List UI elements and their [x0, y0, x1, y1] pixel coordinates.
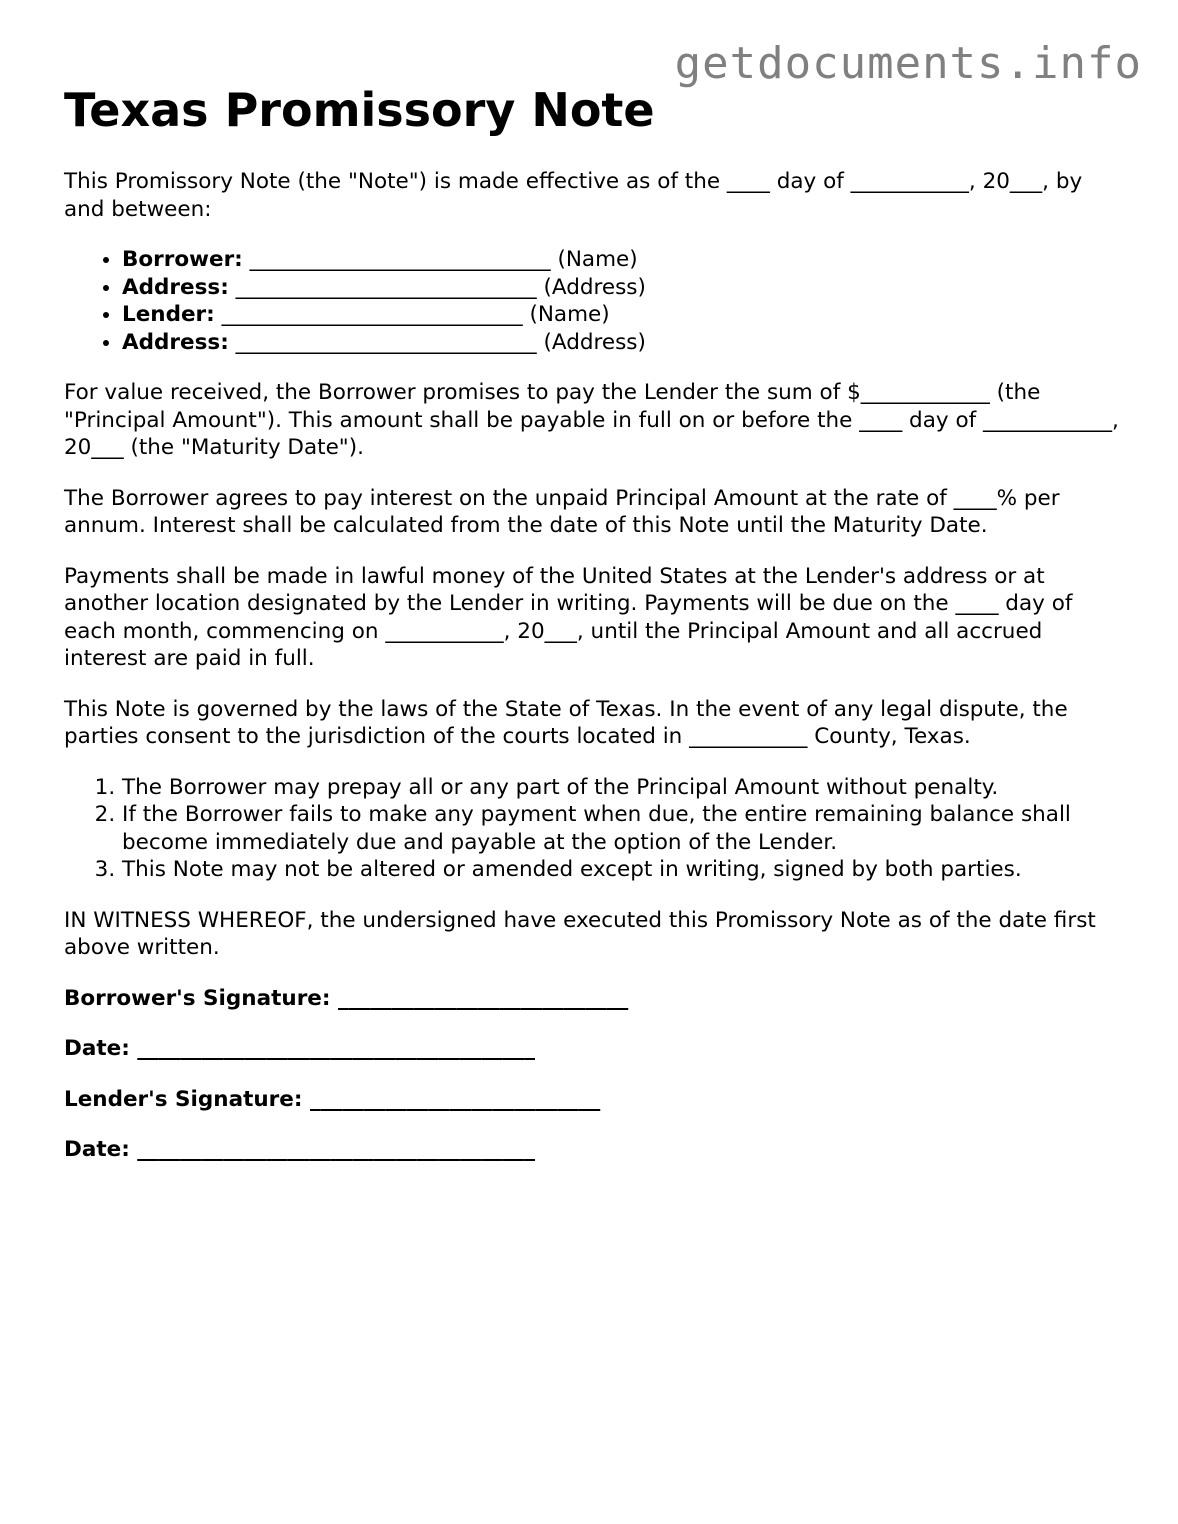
document-page [64, 82, 1124, 1187]
interest-paragraph: The Borrower agrees to pay interest on the unpaid Principal Amount at the rate of ____% per annum. Interest shall be calculated from the date of this Note until the Maturity Date. [64, 485, 1060, 538]
party-value: ____________________________ (Name) [249, 247, 638, 272]
party-label: Lender: [122, 302, 215, 327]
list-item: 3. This Note may not be altered or amended except in writing, signed by both parties. [122, 856, 1124, 884]
party-label: Address: [122, 274, 229, 300]
list-item: 1. The Borrower may prepay all or any part of the Principal Amount without penalty. [122, 774, 1124, 802]
list-item [122, 274, 1124, 302]
lender-date-line: Date: _____________________________________ [64, 1137, 536, 1162]
terms-list [64, 774, 1124, 884]
list-item [122, 246, 1124, 274]
borrower-signature-line: Borrower's Signature: ___________________________ [64, 985, 629, 1011]
principal-paragraph: For value received, the Borrower promises to pay the Lender the sum of $____________ (the "Principal Amount"). This amount shall be payable in full on or before the ____ day of ____________, 20___ (the "Maturity Date"). [64, 380, 1119, 460]
party-label: Address: [122, 329, 229, 355]
payments-paragraph: Payments shall be made in lawful money of the United States at the Lender's address or at another location designated by the Lender in writing. Payments will be due on the ____ day of each month, commencing on ___________, 20___, until the Principal Amount and all accrued interest are paid in full. [64, 563, 1073, 671]
party-value: ____________________________ (Address) [235, 274, 646, 300]
parties-list [64, 246, 1124, 356]
witness-paragraph: IN WITNESS WHEREOF, the undersigned have executed this Promissory Note as of the date first above written. [64, 907, 1096, 960]
party-label: Borrower: [122, 247, 243, 272]
list-item: 2. If the Borrower fails to make any payment when due, the entire remaining balance shall become immediately due and payable at the option of the Lender. [122, 801, 1124, 856]
watermark-text: getdocuments.info [674, 38, 1142, 89]
party-value: ____________________________ (Address) [235, 329, 646, 355]
intro-paragraph: This Promissory Note (the "Note") is made effective as of the ____ day of ___________, 20___, by and between: [64, 169, 1083, 222]
lender-signature-line: Lender's Signature: ___________________________ [64, 1086, 601, 1112]
document-title: Texas Promissory Note [64, 83, 655, 137]
borrower-date-line: Date: _____________________________________ [64, 1036, 536, 1061]
governing-law-paragraph: This Note is governed by the laws of the State of Texas. In the event of any legal dispute, the parties consent to the jurisdiction of the courts located in ___________ County, Texas. [64, 696, 1068, 749]
party-value: ____________________________ (Name) [221, 302, 610, 327]
list-item [122, 301, 1124, 329]
list-item [122, 329, 1124, 357]
